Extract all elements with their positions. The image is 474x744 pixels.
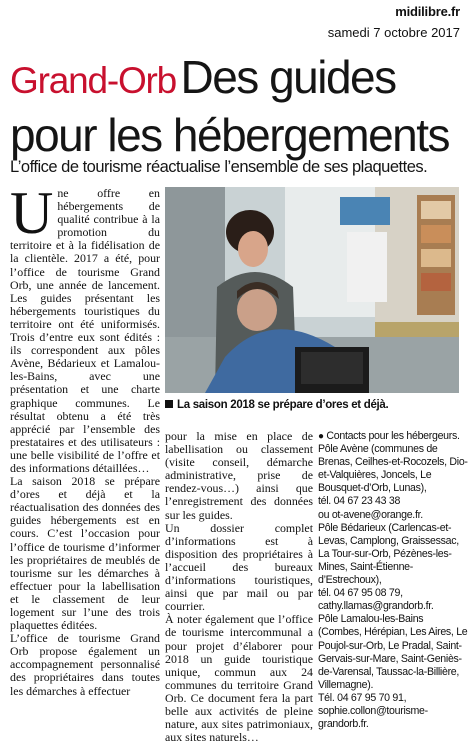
subheadline: L’office de tourisme réactualise l’ensemble de ses plaquettes.	[10, 158, 428, 176]
headline-line-2: pour les hébergements	[10, 109, 450, 161]
bullet-icon: ●	[318, 431, 324, 442]
publication-date: samedi 7 octobre 2017	[327, 25, 460, 40]
contact-email[interactable]: ou ot-avene@orange.fr.	[318, 508, 423, 521]
contact-line: tél. 04 67 23 43 38	[318, 495, 401, 508]
contact-line: Tél. 04 67 95 70 91,	[318, 691, 407, 704]
headline	[10, 51, 470, 161]
contact-email[interactable]: sophie.collon@tourisme-grandorb.fr.	[318, 704, 428, 731]
paragraph: pour la mise en place de labellisation ou classement (visite conseil, démarche administrative, prise de rendez-vous…) ainsi que l’enregistrement des données sur les guides.	[165, 429, 313, 522]
contacts-intro	[318, 430, 468, 443]
contacts-column	[318, 430, 468, 731]
paragraph: L’office de tourisme Grand Orb propose également un accompagnement personnalisé des propriétaires dans toutes les démarches à effectuer	[10, 631, 160, 698]
drop-cap: U	[10, 180, 54, 246]
caption-bullet-icon	[165, 400, 173, 408]
paragraph: ne offre en hébergements de qualité contribue à la promotion du territoire et à la fidélisation de la clientèle. 2017 a été, pour l’office de tourisme Grand Orb, une année de lancement. Les guides présentant les hébergements touristiques du territoire ont été uniformisés. Trois d’entre eux sont édités : ils correspondent aux pôles Avène, Bédarieux et Lamalou-les-Bains, avec une présentation et une charte graphique communes. Le résultat obtenu a été très apprécié par l’ensemble des prestataires et des utilisateurs : une belle visibilité de l’offre et des informations détaillées…	[10, 186, 160, 475]
headline-line-1	[10, 51, 470, 111]
photo-illustration	[165, 187, 459, 393]
contact-line: Pôle Avène (communes de Brenas, Ceilhes-et-Rocozels, Dio-et-Valquières, Joncels, Le Bousquet-d’Orb, Lunas),	[318, 443, 468, 495]
contact-line: Pôle Lamalou-les-Bains (Combes, Hérépian, Les Aires, Le Poujol-sur-Orb, Le Pradal, Saint-Gervais-sur-Mare, Saint-Geniès-de-Varensal, Taussac-la-Billière, Villemagne).	[318, 613, 468, 691]
photo-caption	[165, 399, 465, 411]
paragraph: La saison 2018 se prépare d’ores et déjà et la réactualisation des données des guides hébergements est en cours. C’est l’occasion pour l’office de tourisme d’informer les propriétaires de meublés de tourisme sur les démarches à effectuer pour la labellisation et le classement de leur logement sur l’une des trois plaquettes éditées.	[10, 474, 160, 633]
paragraph: À noter également que l’office de tourisme intercommunal a pour projet d’élaborer pour 2018 un guide touristique unique, commun aux 24 communes du territoire Grand Orb. Ce document fera la part belle aux activités de pleine nature, aux sites patrimoniaux, aux sites naturels…	[165, 612, 313, 744]
headline-kicker: Grand-Orb	[10, 60, 177, 101]
contact-line: Pôle Bédarieux (Carlencas-et-Levas, Camplong, Graissessac, La Tour-sur-Orb, Pézènes-les-Mines, Saint-Étienne-d’Estrechoux),	[318, 521, 459, 587]
caption-text: La saison 2018 se prépare d’ores et déjà.	[177, 399, 389, 411]
paragraph: Un dossier complet d’informations est à disposition des propriétaires à l’accueil des bureaux d’informations touristiques, ainsi que par mail ou par courrier.	[165, 520, 313, 614]
article-column-2	[165, 430, 313, 744]
article-photo	[165, 187, 459, 393]
headline-main-1: Des guides	[180, 51, 396, 103]
contacts-intro-text: Contacts pour les hébergeurs.	[326, 430, 460, 442]
site-name[interactable]: midilibre.fr	[395, 4, 460, 19]
contact-email[interactable]: cathy.llamas@grandorb.fr.	[318, 600, 434, 613]
contact-line: tél. 04 67 95 08 79,	[318, 587, 403, 600]
article-column-1	[10, 180, 160, 698]
masthead	[328, 4, 460, 40]
